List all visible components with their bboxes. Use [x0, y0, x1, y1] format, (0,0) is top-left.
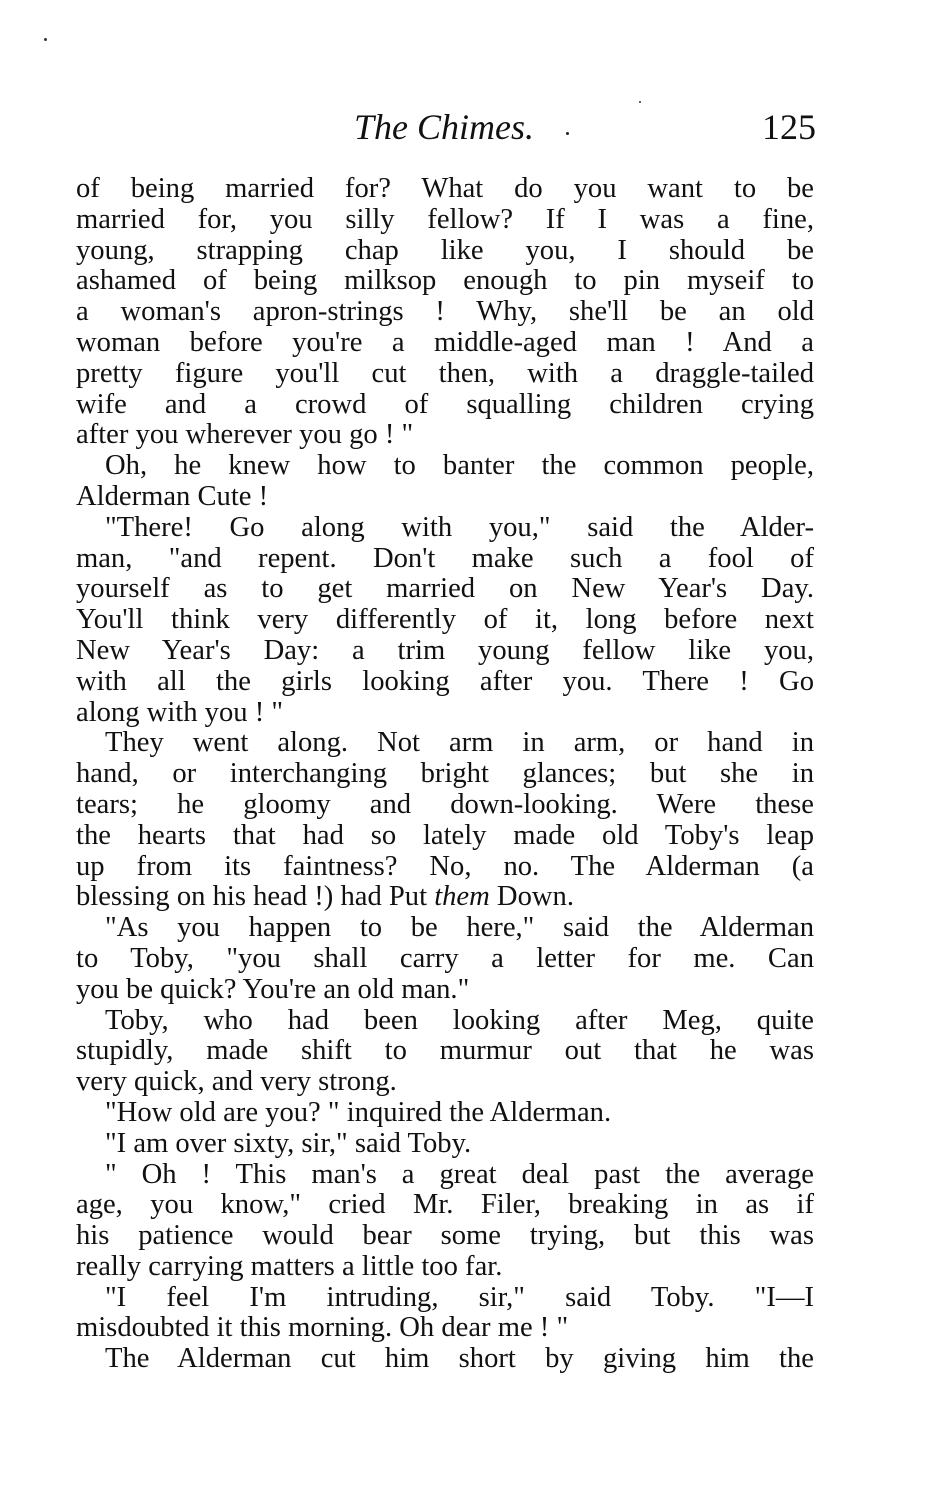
text-line: "I am over sixty, sir," said Toby. [105, 1128, 472, 1159]
text-line: young, strapping chap like you, I should be [76, 235, 814, 266]
text-line: pretty figure you'll cut then, with a draggle-tailed [76, 358, 814, 389]
text-line: Alderman Cute ! [76, 481, 269, 512]
text-line: man, "and repent. Don't make such a fool of [76, 543, 814, 574]
header-dot [566, 132, 569, 135]
text-line: Toby, who had been looking after Meg, quite [105, 1005, 814, 1036]
text-line: "There! Go along with you," said the Alder- [105, 512, 814, 543]
text-line: wife and a crowd of squalling children crying [76, 389, 814, 420]
italic-word: them [434, 882, 490, 913]
text-line: a woman's apron-strings ! Why, she'll be an old [76, 297, 814, 328]
text-line: to Toby, "you shall carry a letter for me. Can [76, 943, 814, 974]
text-line: married for, you silly fellow? If I was a fine, [76, 204, 814, 235]
text-line: misdoubted it this morning. Oh dear me ! " [76, 1313, 569, 1344]
text-line: really carrying matters a little too far. [76, 1251, 503, 1282]
text-line: his patience would bear some trying, but this was [76, 1221, 814, 1252]
text-line: very quick, and very strong. [76, 1067, 397, 1098]
text-line: up from its faintness? No, no. The Alderman (a [76, 851, 814, 882]
text-line: " Oh ! This man's a great deal past the average [105, 1159, 814, 1190]
text-line: The Alderman cut him short by giving him the [105, 1344, 814, 1375]
text-line: Oh, he knew how to banter the common people, [105, 451, 814, 482]
text-line: with all the girls looking after you. There ! Go [76, 666, 814, 697]
text-line: age, you know," cried Mr. Filer, breaking in as if [76, 1190, 814, 1221]
text-line: woman before you're a middle-aged man ! And a [76, 327, 814, 358]
text-line: of being married for? What do you want to be [76, 174, 814, 204]
text-line: you be quick? You're an old man." [76, 974, 470, 1005]
text-line: blessing on his head !) had Put them Down. [76, 882, 574, 913]
text-line: stupidly, made shift to murmur out that he was [76, 1036, 814, 1067]
body-text [76, 174, 814, 1375]
text-line: along with you ! " [76, 697, 284, 728]
text-line: You'll think very differently of it, long before next [76, 605, 814, 636]
text-line: They went along. Not arm in arm, or hand in [105, 728, 814, 759]
running-title: The Chimes. [354, 107, 534, 147]
page-number: 125 [762, 107, 816, 147]
text-line: yourself as to get married on New Year's Day. [76, 574, 814, 605]
text-line: after you wherever you go ! " [76, 420, 414, 451]
text-line: the hearts that had so lately made old Toby's leap [76, 820, 814, 851]
text-line: "As you happen to be here," said the Alderman [105, 913, 814, 944]
page-speck [44, 38, 47, 41]
text-line: New Year's Day: a trim young fellow like you, [76, 635, 814, 666]
text-line: "I feel I'm intruding, sir," said Toby. "I—I [105, 1282, 814, 1313]
text-line: "How old are you? " inquired the Alderman. [105, 1097, 612, 1128]
text-line: tears; he gloomy and down-looking. Were these [76, 789, 814, 820]
text-line: hand, or interchanging bright glances; but she in [76, 759, 814, 790]
page-header [76, 100, 816, 150]
text-line: ashamed of being milksop enough to pin myseif to [76, 266, 814, 297]
